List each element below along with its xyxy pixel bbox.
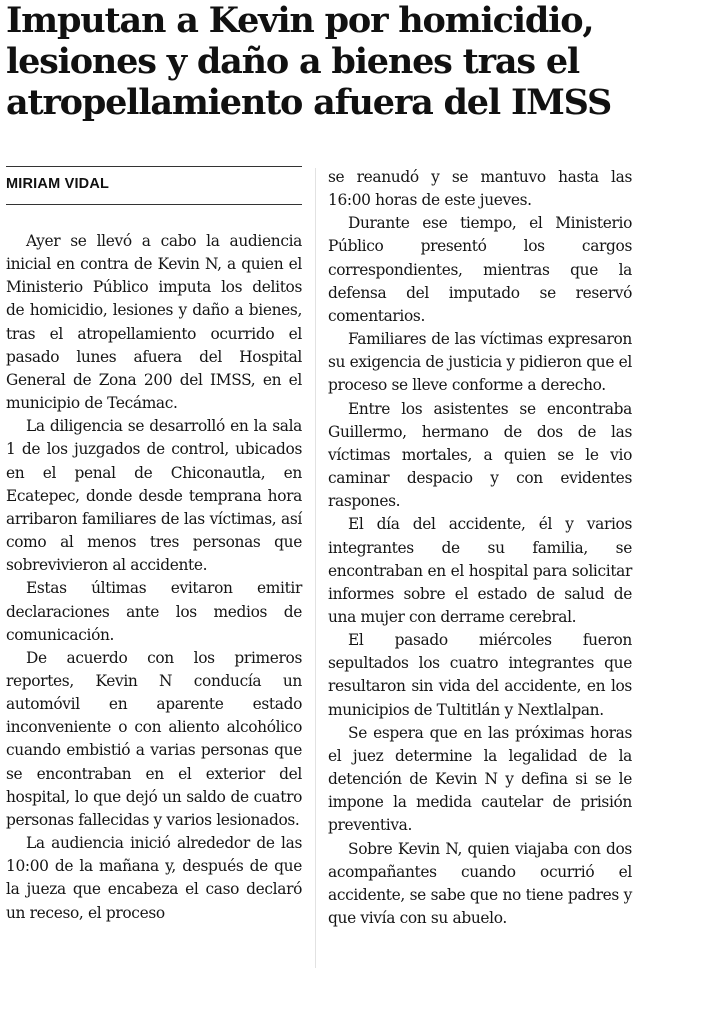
byline-bottom-rule [6, 204, 302, 205]
byline: MIRIAM VIDAL [6, 176, 110, 192]
paragraph: La diligencia se desarrolló en la sala 1 de los juzgados de control, ubicados en el penal de Chiconautla, en Ecatepec, donde desde temprana hora arribaron familiares de las víctimas, así como al menos tres personas que sobrevivieron al accidente. [6, 417, 302, 575]
paragraph: La audiencia inició alrededor de las 10:00 de la mañana y, después de que la jueza que encabeza el caso declaró un receso, el proceso [6, 834, 302, 922]
paragraph: Estas últimas evitaron emitir declaraciones ante los medios de comunicación. [6, 579, 302, 644]
article-column-left [6, 230, 302, 925]
paragraph: Familiares de las víctimas expresaron su exigencia de justicia y pidieron que el proceso se lleve conforme a derecho. [328, 330, 632, 395]
article-column-right [328, 166, 632, 930]
paragraph: Entre los asistentes se encontraba Guillermo, hermano de dos de las víctimas mortales, a quien se le vio caminar despacio y con evidentes raspones. [328, 399, 632, 511]
paragraph: Se espera que en las próximas horas el juez determine la legalidad de la detención de Kevin N y defina si se le impone la medida cautelar de prisión preventiva. [328, 723, 632, 835]
paragraph: Ayer se llevó a cabo la audiencia inicial en contra de Kevin N, a quien el Ministerio Público imputa los delitos de homicidio, lesiones y daño a bienes, tras el atropellamiento ocurrido el pasado lunes afuera del Hospital General de Zona 200 del IMSS, en el municipio de Tecámac. [6, 232, 302, 413]
byline-top-rule [6, 166, 302, 167]
paragraph: Sobre Kevin N, quien viajaba con dos acompañantes cuando ocurrió el accidente, se sabe que no tiene padres y que vivía con su abuelo. [328, 839, 632, 927]
paragraph-continuation: se reanudó y se mantuvo hasta las 16:00 horas de este jueves. [328, 168, 632, 210]
paragraph: El día del accidente, él y varios integrantes de su familia, se encontraban en el hospital para solicitar informes sobre el estado de salud de una mujer con derrame cerebral. [328, 515, 632, 626]
paragraph: Durante ese tiempo, el Ministerio Público presentó los cargos correspondientes, mientras que la defensa del imputado se reservó comentarios. [328, 214, 632, 325]
paragraph: El pasado miércoles fueron sepultados los cuatro integrantes que resultaron sin vida del accidente, en los municipios de Tultitlán y Nextlalpan. [328, 631, 632, 719]
paragraph: De acuerdo con los primeros reportes, Kevin N conducía un automóvil en aparente estado inconveniente o con aliento alcohólico cuando embistió a varias personas que se encontraban en el exterior del hospital, lo que dejó un saldo de cuatro personas fallecidas y varios lesionados. [6, 648, 302, 829]
headline: Imputan a Kevin por homicidio, lesiones y daño a bienes tras el atropellamiento afuera del IMSS [6, 0, 612, 123]
column-divider [315, 168, 316, 968]
